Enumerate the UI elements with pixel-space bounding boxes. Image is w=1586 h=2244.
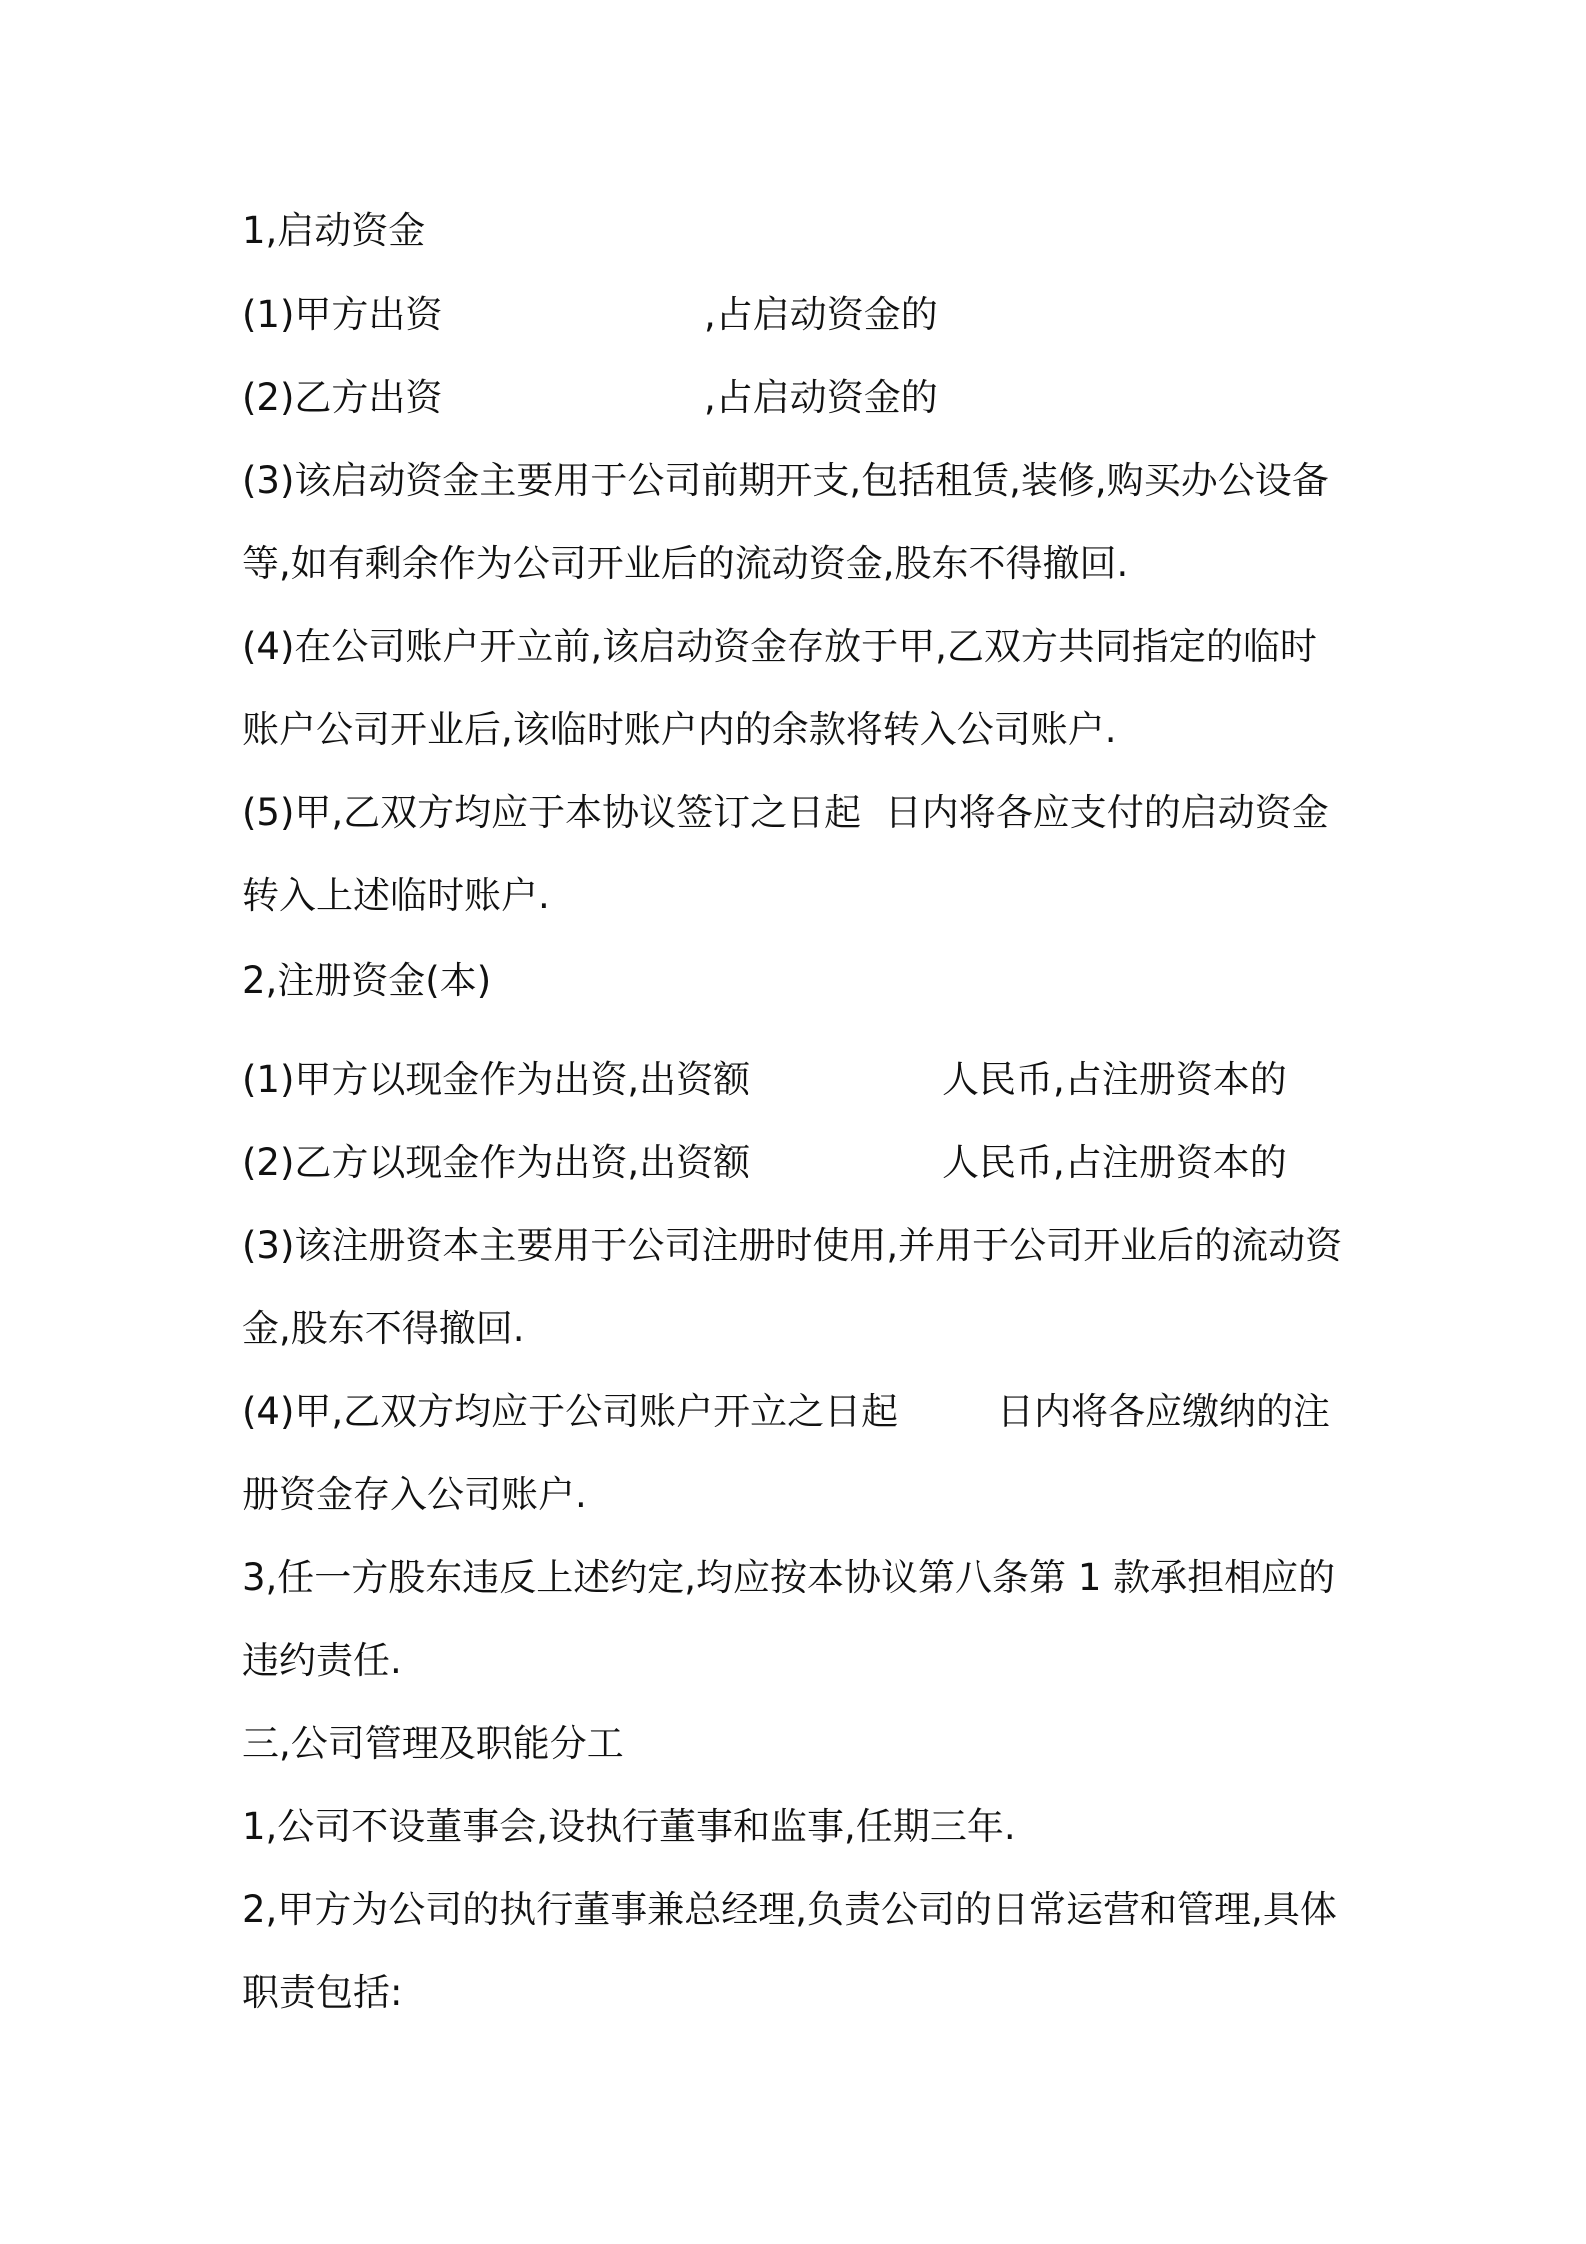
paragraph-line: 转入上述临时账户. [242,874,550,917]
paragraph-line: 1,公司不设董事会,设执行董事和监事,任期三年. [242,1805,1016,1848]
paragraph-line: 2,甲方为公司的执行董事兼总经理,负责公司的日常运营和管理,具体 [242,1888,1337,1931]
heading-startup-funds: 1,启动资金 [242,209,426,252]
paragraph-line: 册资金存入公司账户. [242,1473,587,1516]
heading-management: 三,公司管理及职能分工 [242,1722,624,1765]
paragraph-line: 职责包括: [242,1971,403,2014]
paragraph-line: (4)在公司账户开立前,该启动资金存放于甲,乙双方共同指定的临时 [242,625,1317,668]
registered-capital-party-b-label: (2)乙方以现金作为出资,出资额 [242,1141,751,1184]
startup-funds-party-b-share: ,占启动资金的 [704,376,938,419]
paragraph-line: 等,如有剩余作为公司开业后的流动资金,股东不得撤回. [242,542,1129,585]
startup-funds-party-b-label: (2)乙方出资 [242,376,443,419]
startup-funds-party-a-share: ,占启动资金的 [704,293,938,336]
registered-capital-party-a-label: (1)甲方以现金作为出资,出资额 [242,1058,751,1101]
heading-registered-capital: 2,注册资金(本) [242,959,492,1002]
registered-capital-deposit-end: 日内将各应缴纳的注 [997,1390,1330,1433]
registered-capital-deposit-start: (4)甲,乙双方均应于公司账户开立之日起 [242,1390,899,1433]
paragraph-line: 金,股东不得撤回. [242,1307,525,1350]
registered-capital-party-b-share: 人民币,占注册资本的 [942,1141,1287,1184]
registered-capital-party-a-share: 人民币,占注册资本的 [942,1058,1287,1101]
paragraph-line: (5)甲,乙双方均应于本协议签订之日起 日内将各应支付的启动资金 [242,791,1329,834]
paragraph-line: (3)该启动资金主要用于公司前期开支,包括租赁,装修,购买办公设备 [242,459,1329,502]
paragraph-line: (3)该注册资本主要用于公司注册时使用,并用于公司开业后的流动资 [242,1224,1343,1267]
paragraph-line: 3,任一方股东违反上述约定,均应按本协议第八条第 1 款承担相应的 [242,1556,1336,1599]
startup-funds-party-a-label: (1)甲方出资 [242,293,443,336]
paragraph-line: 账户公司开业后,该临时账户内的余款将转入公司账户. [242,708,1117,751]
paragraph-line: 违约责任. [242,1639,402,1682]
